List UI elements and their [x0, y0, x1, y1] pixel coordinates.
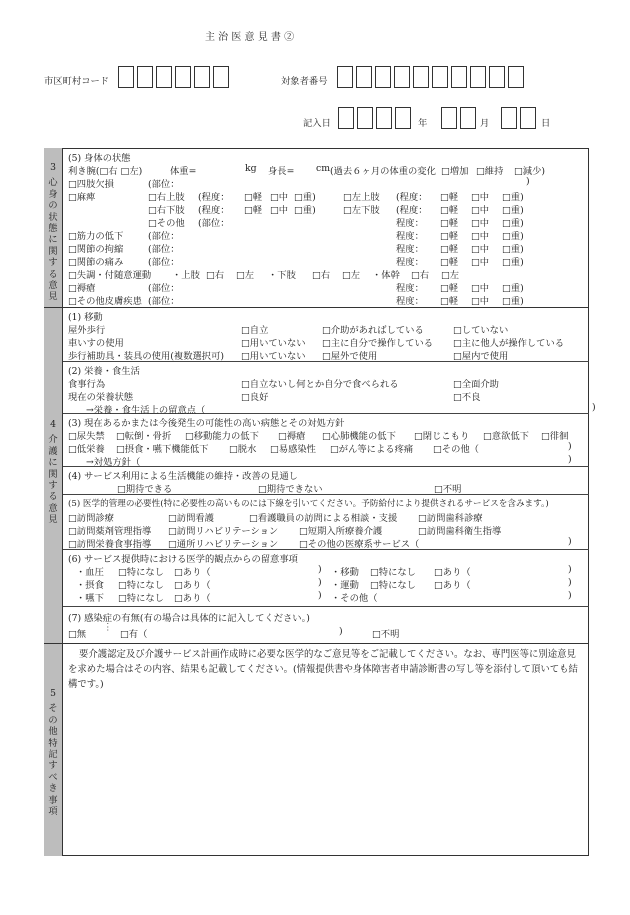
nutrition-state-label: 現在の栄養状態 — [68, 392, 134, 403]
wheelchair-label: 車いすの使用 — [68, 338, 124, 349]
left-upper-checkbox[interactable]: □左上肢 — [343, 192, 380, 203]
close-paren: ) — [568, 454, 572, 465]
infection-checkbox[interactable]: □易感染性 — [270, 444, 316, 455]
mild-checkbox[interactable]: □軽 — [440, 296, 459, 307]
move-label: ・移動 — [331, 567, 359, 578]
moderate-checkbox[interactable]: □中 — [471, 192, 490, 203]
mild-checkbox[interactable]: □軽 — [440, 231, 459, 242]
outdoor-use-checkbox[interactable]: □屋外で使用 — [322, 351, 378, 362]
degree-label: (程度： — [396, 192, 428, 203]
lower-limb-label: ・下肢 — [268, 270, 296, 281]
close-paren: ) — [568, 577, 572, 588]
other-precaution-label: ・その他（ — [331, 593, 378, 604]
poor-checkbox[interactable]: □不良 — [453, 392, 481, 403]
visit-rehab-checkbox[interactable]: □訪問リハビリテーション — [168, 526, 279, 537]
form-title: 主 治 医 意 見 書 ② — [205, 32, 295, 43]
none-special-checkbox[interactable]: □特になし — [118, 580, 164, 591]
severe-checkbox[interactable]: □重) — [502, 231, 524, 242]
severe-checkbox[interactable]: □重) — [502, 244, 524, 255]
other-limb-checkbox[interactable]: □その他 — [148, 218, 185, 229]
digit-box[interactable] — [501, 107, 517, 129]
joint-pain-checkbox[interactable]: □関節の痛み — [68, 257, 124, 268]
none-special-checkbox[interactable]: □特になし — [370, 567, 416, 578]
special-notes-area[interactable] — [66, 694, 584, 852]
digit-box[interactable] — [520, 107, 536, 129]
outlook-unknown-checkbox[interactable]: □不明 — [434, 484, 462, 495]
mild-checkbox[interactable]: □軽 — [440, 283, 459, 294]
nutrition-note-label: →栄養・食生活上の留意点（ — [86, 405, 206, 416]
not-doing-checkbox[interactable]: □していない — [453, 325, 509, 336]
walking-aids-label: 歩行補助具・装具の使用(複数選択可) — [68, 351, 225, 362]
degree-label: 程度： — [396, 231, 424, 242]
severe-checkbox[interactable]: □重) — [294, 192, 316, 203]
exists-checkbox[interactable]: □あり（ — [174, 593, 211, 604]
close-paren: ) — [568, 590, 572, 601]
infection-title: (7) 感染症の有無(有の場合は具体的に記入してください。) — [68, 613, 310, 624]
contracture-checkbox[interactable]: □関節の拘縮 — [68, 244, 124, 255]
digit-box[interactable] — [357, 107, 373, 129]
dehydration-checkbox[interactable]: □脱水 — [229, 444, 257, 455]
close-paren: ) — [526, 176, 530, 187]
eat-label: ・摂食 — [76, 580, 104, 591]
nurse-consult-checkbox[interactable]: □看護職員の訪問による相談・支援 — [249, 513, 398, 524]
digit-box[interactable] — [413, 66, 429, 88]
digit-box[interactable] — [118, 66, 134, 88]
independent-checkbox[interactable]: □自立 — [241, 325, 269, 336]
digit-box[interactable] — [194, 66, 210, 88]
left-lower-checkbox[interactable]: □左下肢 — [343, 205, 380, 216]
close-paren: ) — [568, 536, 572, 547]
exercise-label: ・運動 — [331, 580, 359, 591]
incontinence-checkbox[interactable]: □尿失禁 — [68, 431, 105, 442]
moderate-checkbox[interactable]: □中 — [471, 218, 490, 229]
moderate-checkbox[interactable]: □中 — [270, 205, 289, 216]
special-notes-instructions: 要介護認定及び介護サービス計画作成時に必要な医学的なご意見等をご記載してください。なお、専門医等に別途意見を求めた場合はその内容、結果も記載してください。(情報提供書や身体障害者申請診断書の写し等を添付して頂いても結構です。) — [68, 649, 578, 690]
weight-decrease-checkbox[interactable]: □減少) — [514, 166, 546, 177]
good-checkbox[interactable]: □良好 — [241, 392, 269, 403]
digit-box[interactable] — [395, 107, 411, 129]
dysphagia-checkbox[interactable]: □摂食・嚥下機能低下 — [116, 444, 209, 455]
year-label: 年 — [418, 118, 428, 129]
day-rehab-checkbox[interactable]: □通所リハビリテーション — [168, 539, 279, 550]
none-special-checkbox[interactable]: □特になし — [370, 580, 416, 591]
part-label: (部位： — [148, 257, 180, 268]
exists-checkbox[interactable]: □あり（ — [434, 580, 471, 591]
part-label: (部位： — [148, 244, 180, 255]
moderate-checkbox[interactable]: □中 — [270, 192, 289, 203]
skin-disease-checkbox[interactable]: □その他皮膚疾患 — [68, 296, 142, 307]
exists-checkbox[interactable]: □あり（ — [174, 580, 211, 591]
mild-checkbox[interactable]: □軽 — [244, 192, 263, 203]
ataxia-checkbox[interactable]: □失調・付随意運動 — [68, 270, 152, 281]
none-special-checkbox[interactable]: □特になし — [118, 567, 164, 578]
cancer-pain-checkbox[interactable]: □がん等による疼痛 — [330, 444, 414, 455]
indoor-use-checkbox[interactable]: □屋内で使用 — [453, 351, 509, 362]
digit-box[interactable] — [470, 66, 486, 88]
outdoor-walk-label: 屋外歩行 — [68, 325, 106, 336]
section4-side — [44, 307, 63, 643]
swallow-label: ・嚥下 — [76, 593, 104, 604]
digit-box[interactable] — [156, 66, 172, 88]
outlook-title: (4) サービス利用による生活機能の維持・改善の見通し — [68, 471, 298, 482]
degree-label: 程度： — [396, 218, 424, 229]
short-stay-checkbox[interactable]: □短期入所療養介護 — [299, 526, 383, 537]
part-label: (部位： — [148, 296, 180, 307]
right-checkbox[interactable]: □右 — [312, 270, 331, 281]
mobility-title: (1) 移動 — [68, 312, 103, 323]
dental-hygiene-checkbox[interactable]: □訪問歯科衛生指導 — [418, 526, 502, 537]
mild-checkbox[interactable]: □軽 — [440, 205, 459, 216]
right-lower-checkbox[interactable]: □右下肢 — [148, 205, 185, 216]
right-checkbox[interactable]: □右 — [206, 270, 225, 281]
digit-box[interactable] — [451, 66, 467, 88]
close-paren: ) — [318, 564, 322, 575]
weight-label: 体重= — [170, 166, 197, 177]
digit-box[interactable] — [375, 66, 391, 88]
digit-box[interactable] — [356, 66, 372, 88]
kg-unit: kg — [245, 163, 257, 174]
moderate-checkbox[interactable]: □中 — [471, 296, 490, 307]
close-paren: ) — [318, 577, 322, 588]
wandering-checkbox[interactable]: □徘徊 — [541, 431, 569, 442]
expect-checkbox[interactable]: □期待できる — [117, 484, 173, 495]
close-paren: ) — [592, 402, 596, 413]
upper-limb-label: ・上肢 — [172, 270, 200, 281]
weight-increase-checkbox[interactable]: □増加 — [441, 166, 469, 177]
close-paren: ) — [568, 441, 572, 452]
digit-box[interactable] — [213, 66, 229, 88]
left-checkbox[interactable]: □左 — [342, 270, 361, 281]
close-paren: ) — [568, 564, 572, 575]
eating-label: 食事行為 — [68, 379, 106, 390]
digit-box[interactable] — [508, 66, 524, 88]
dental-visit-checkbox[interactable]: □訪問歯科診療 — [418, 513, 483, 524]
digit-box[interactable] — [489, 66, 505, 88]
part-label: (部位： — [198, 218, 230, 229]
degree-label: (程度： — [396, 205, 428, 216]
nutrition-title: (2) 栄養・食生活 — [68, 366, 140, 377]
trunk-label: ・体幹 — [372, 270, 400, 281]
infection-unknown-checkbox[interactable]: □不明 — [372, 629, 400, 640]
moderate-checkbox[interactable]: □中 — [471, 257, 490, 268]
dominant-hand[interactable]: 利き腕(□右 □左) — [68, 166, 143, 177]
home-visit-checkbox[interactable]: □訪問診療 — [68, 513, 114, 524]
right-upper-checkbox[interactable]: □右上肢 — [148, 192, 185, 203]
part-label: (部位： — [148, 231, 180, 242]
bedsore-checkbox[interactable]: □褥瘡 — [68, 283, 96, 294]
severe-checkbox[interactable]: □重) — [502, 283, 524, 294]
other-condition-checkbox[interactable]: □その他（ — [433, 444, 479, 455]
cardio-checkbox[interactable]: □心肺機能の低下 — [322, 431, 396, 442]
month-label: 月 — [480, 118, 490, 129]
insured-number-label: 対象者番号 — [281, 76, 328, 87]
right-checkbox[interactable]: □右 — [411, 270, 430, 281]
mild-checkbox[interactable]: □軽 — [244, 205, 263, 216]
municipal-code-label: 市区町村コード — [44, 76, 110, 87]
part-label: (部位： — [148, 283, 180, 294]
moderate-checkbox[interactable]: □中 — [471, 244, 490, 255]
moderate-checkbox[interactable]: □中 — [471, 231, 490, 242]
severe-checkbox[interactable]: □重) — [502, 296, 524, 307]
conditions-title: (3) 現在あるかまたは今後発生の可能性の高い病態とその対処方針 — [68, 418, 345, 429]
degree-label: 程度： — [396, 283, 424, 294]
entry-date-label: 記入日 — [303, 118, 331, 129]
infection-none-checkbox[interactable]: □無 — [68, 629, 87, 640]
other-medical-checkbox[interactable]: □その他の医療系サービス（ — [299, 539, 420, 550]
eat-self-checkbox[interactable]: □自立ないし何とか自分で食べられる — [241, 379, 399, 390]
moderate-checkbox[interactable]: □中 — [471, 205, 490, 216]
digit-box[interactable] — [137, 66, 153, 88]
severe-checkbox[interactable]: □重) — [502, 205, 524, 216]
physical-state-title: (5) 身体の状態 — [68, 153, 131, 164]
degree-label: (程度： — [198, 205, 230, 216]
muscle-weakness-checkbox[interactable]: □筋力の低下 — [68, 231, 124, 242]
fall-checkbox[interactable]: □転倒・骨折 — [116, 431, 172, 442]
left-checkbox[interactable]: □左 — [236, 270, 255, 281]
mild-checkbox[interactable]: □軽 — [440, 244, 459, 255]
paralysis-checkbox[interactable]: □麻痺 — [68, 192, 96, 203]
section3-label: 3 心 身 の 状 態 に 関 す る 意 見 — [48, 162, 58, 303]
self-operate-checkbox[interactable]: □主に自分で操作している — [322, 338, 434, 349]
bp-label: ・血圧 — [76, 567, 104, 578]
aids-not-using-checkbox[interactable]: □用いていない — [241, 351, 306, 362]
none-special-checkbox[interactable]: □特になし — [118, 593, 164, 604]
motivation-checkbox[interactable]: □意欲低下 — [483, 431, 529, 442]
mild-checkbox[interactable]: □軽 — [440, 192, 459, 203]
mild-checkbox[interactable]: □軽 — [440, 257, 459, 268]
digit-box[interactable] — [338, 107, 354, 129]
other-operate-checkbox[interactable]: □主に他人が操作している — [453, 338, 565, 349]
height-label: 身長= — [268, 166, 295, 177]
degree-label: 程度： — [396, 296, 424, 307]
section5-side — [44, 643, 63, 856]
malnutrition-checkbox[interactable]: □低栄養 — [68, 444, 105, 455]
moderate-checkbox[interactable]: □中 — [471, 283, 490, 294]
not-using-checkbox[interactable]: □用いていない — [241, 338, 306, 349]
section5-label: 5 そ の 他 特 記 す べ き 事 項 — [48, 688, 58, 818]
not-expect-checkbox[interactable]: □期待できない — [258, 484, 323, 495]
day-label: 日 — [541, 118, 551, 129]
exists-checkbox[interactable]: □あり（ — [174, 567, 211, 578]
close-paren: ) — [339, 626, 343, 637]
digit-box[interactable] — [441, 107, 457, 129]
pharmacy-checkbox[interactable]: □訪問薬剤管理指導 — [68, 526, 152, 537]
digit-box[interactable] — [337, 66, 353, 88]
limb-loss-part: (部位： — [148, 179, 180, 190]
section3-side — [44, 148, 63, 307]
withdrawal-checkbox[interactable]: □閉じこもり — [414, 431, 470, 442]
severe-checkbox[interactable]: □重) — [294, 205, 316, 216]
with-help-checkbox[interactable]: □介助があればしている — [322, 325, 424, 336]
bedsore-risk-checkbox[interactable]: □褥瘡 — [278, 431, 306, 442]
infection-yes-checkbox[interactable]: □有（ — [120, 629, 148, 640]
digit-box[interactable] — [376, 107, 392, 129]
severe-checkbox[interactable]: □重) — [502, 192, 524, 203]
policy-label: →対処方針（ — [86, 457, 141, 468]
digit-box[interactable] — [460, 107, 476, 129]
visit-nursing-checkbox[interactable]: □訪問看護 — [168, 513, 214, 524]
weight-maintain-checkbox[interactable]: □維持 — [476, 166, 504, 177]
severe-checkbox[interactable]: □重) — [502, 218, 524, 229]
exists-checkbox[interactable]: □あり（ — [434, 567, 471, 578]
left-checkbox[interactable]: □左 — [441, 270, 460, 281]
weight-change-label: (過去６ヶ月の体重の変化 — [330, 166, 436, 177]
medical-mgmt-title: (5) 医学的管理の必要性(特に必要性の高いものには下線を引いてください。予防給付により提供されるサービスを含みます。) — [68, 499, 549, 509]
precautions-title: (6) サービス提供時における医学的観点からの留意事項 — [68, 554, 298, 565]
digit-box[interactable] — [394, 66, 410, 88]
degree-label: 程度： — [396, 244, 424, 255]
digit-box[interactable] — [432, 66, 448, 88]
mild-checkbox[interactable]: □軽 — [440, 218, 459, 229]
mobility-down-checkbox[interactable]: □移動能力の低下 — [185, 431, 259, 442]
full-help-checkbox[interactable]: □全面介助 — [453, 379, 499, 390]
dotted-divider: ⋮ — [103, 622, 113, 633]
degree-label: (程度： — [198, 192, 230, 203]
degree-label: 程度： — [396, 257, 424, 268]
close-paren: ) — [318, 590, 322, 601]
digit-box[interactable] — [175, 66, 191, 88]
dietary-checkbox[interactable]: □訪問栄養食事指導 — [68, 539, 152, 550]
severe-checkbox[interactable]: □重) — [502, 257, 524, 268]
limb-loss-checkbox[interactable]: □四肢欠損 — [68, 179, 114, 190]
section4-label: 4 介 護 に 関 す る 意 見 — [48, 419, 58, 526]
cm-unit: cm — [316, 163, 331, 174]
